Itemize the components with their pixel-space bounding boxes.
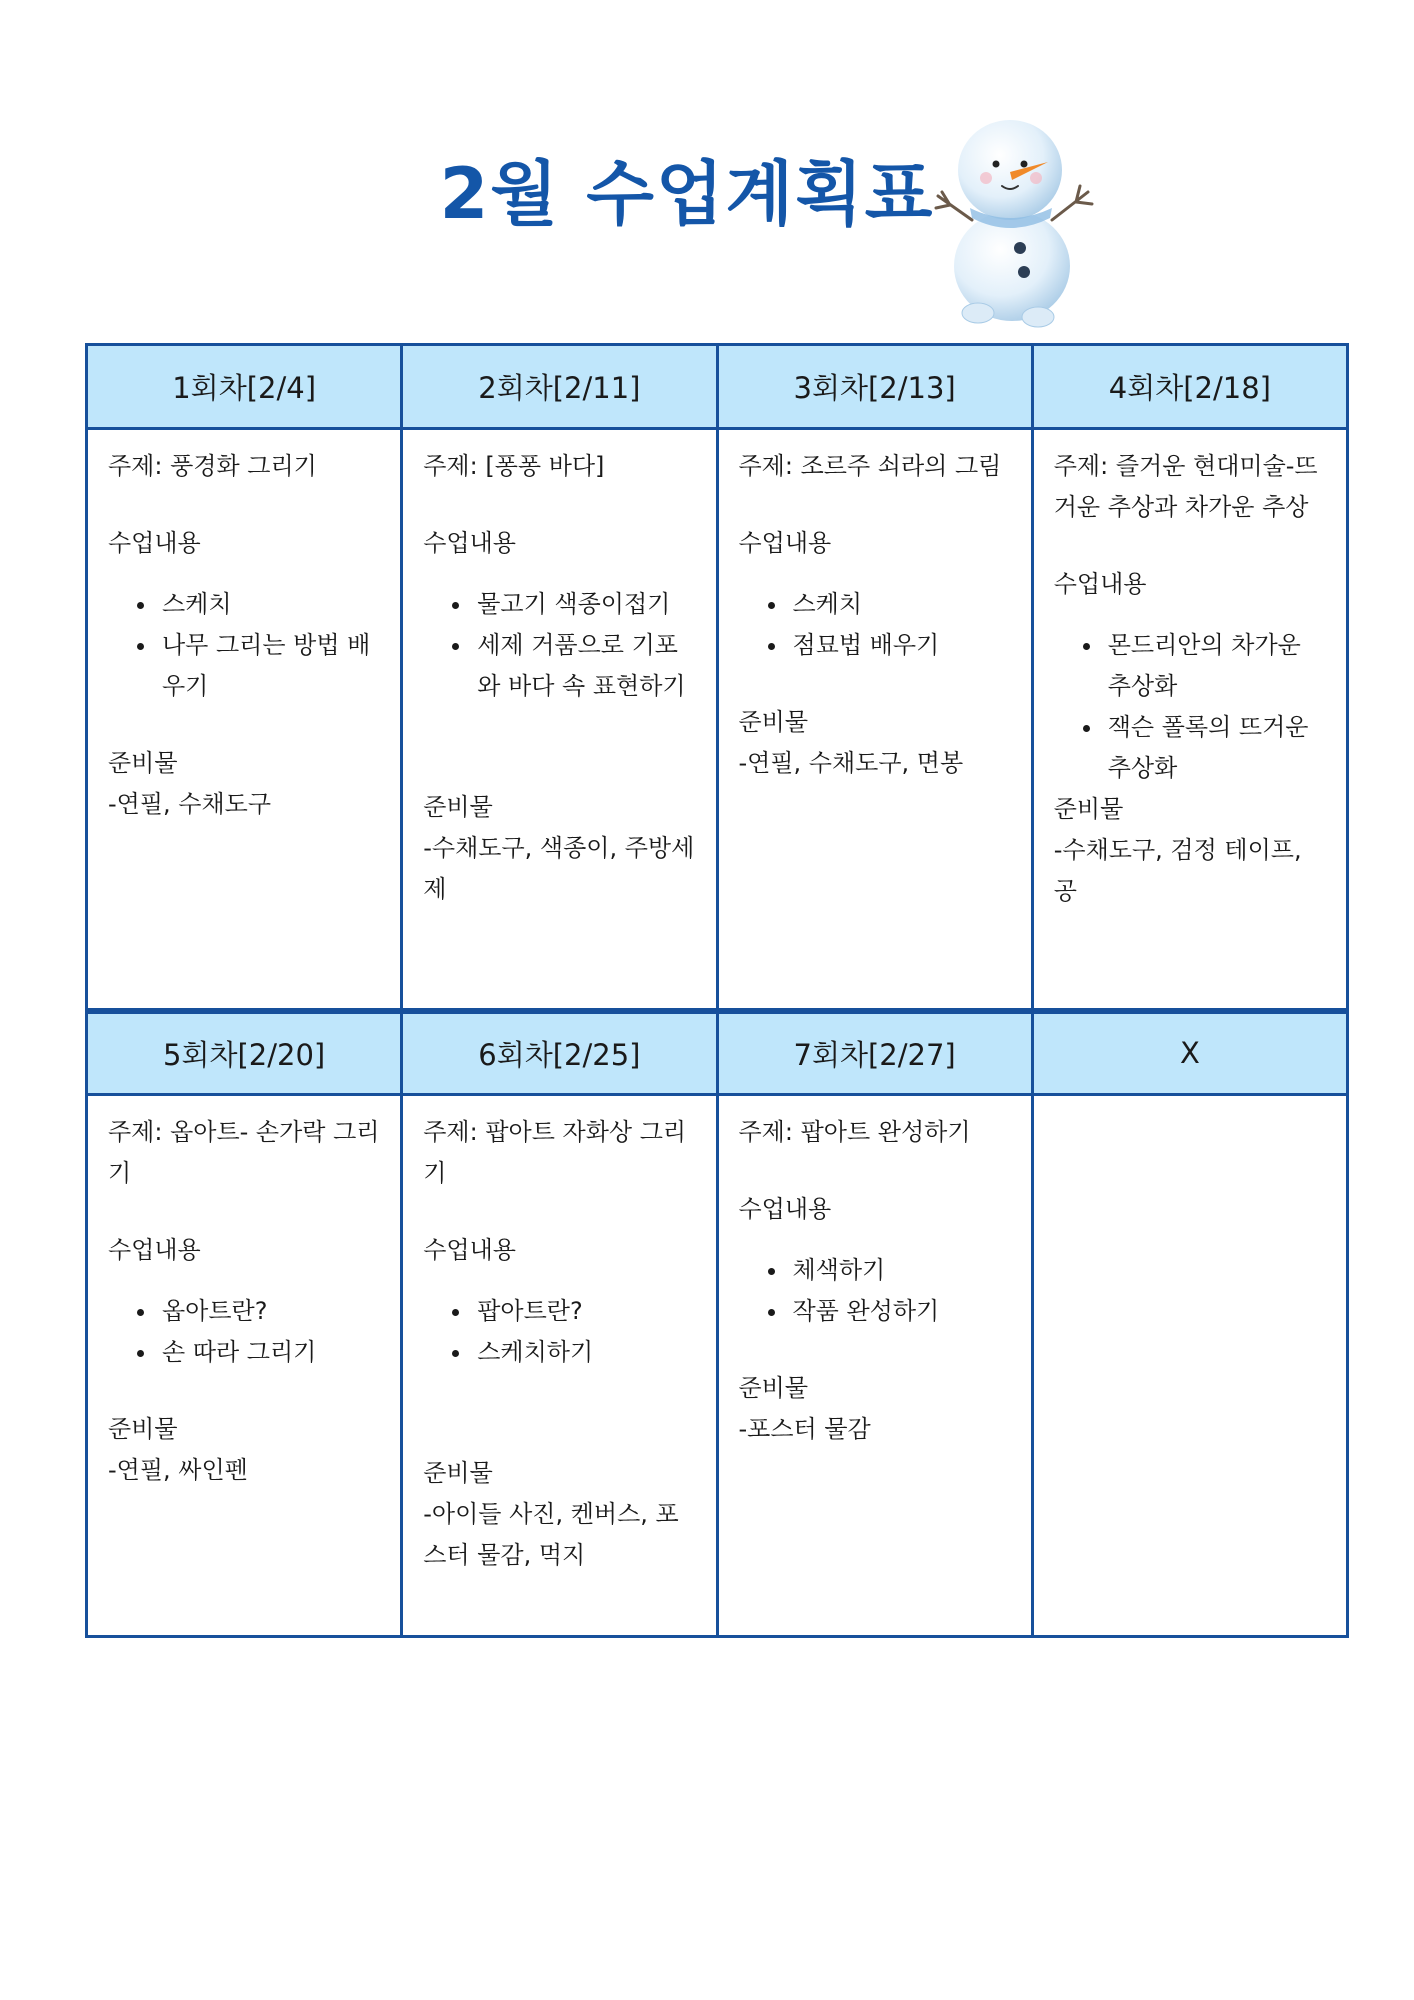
session-cell — [717, 429, 1032, 1011]
list-item: • 손 따라 그리기 — [158, 1332, 380, 1373]
content-list — [423, 1291, 695, 1373]
session-topic: 주제: 조르주 쇠라의 그림 — [738, 452, 1002, 480]
materials-label: 준비물 — [423, 793, 493, 821]
content-list — [1054, 625, 1326, 789]
header-row — [87, 1011, 1348, 1095]
session-cell — [1032, 429, 1347, 1011]
content-row — [87, 429, 1348, 1011]
session-topic: 주제: 풍경화 그리기 — [108, 452, 317, 480]
session-topic: 주제: 팝아트 완성하기 — [738, 1118, 971, 1146]
materials-label: 준비물 — [108, 749, 178, 777]
session-cell — [87, 429, 402, 1011]
materials-label: 준비물 — [738, 708, 809, 736]
lesson-plan-table — [85, 343, 1349, 1638]
session-header: 1회차[2/4] — [87, 345, 402, 429]
materials-label: 준비물 — [108, 1415, 178, 1443]
materials-text: -아이들 사진, 켄버스, 포스터 물감, 먹지 — [423, 1500, 679, 1569]
materials-text: -연필, 싸인펜 — [108, 1456, 248, 1484]
list-item: • 점묘법 배우기 — [789, 625, 1011, 666]
content-label: 수업내용 — [108, 1236, 201, 1264]
list-item: • 작품 완성하기 — [789, 1291, 1011, 1332]
title-text: 2월 수업계획표 — [439, 153, 935, 235]
snowman-icon — [920, 108, 1100, 333]
content-label: 수업내용 — [423, 529, 516, 557]
content-list — [739, 1250, 1011, 1332]
session-topic: 주제: 즐거운 현대미술-뜨거운 추상과 차가운 추상 — [1053, 452, 1318, 521]
materials-text: -연필, 수채도구 — [108, 790, 272, 818]
list-item: • 잭슨 폴록의 뜨거운 추상화 — [1104, 707, 1326, 789]
session-header: 6회차[2/25] — [402, 1011, 717, 1095]
header-row — [87, 345, 1348, 429]
content-label: 수업내용 — [738, 1195, 832, 1223]
list-item: • 스케치하기 — [473, 1332, 695, 1373]
content-label: 수업내용 — [108, 529, 201, 557]
session-header: X — [1032, 1011, 1347, 1095]
session-header: 4회차[2/18] — [1032, 345, 1347, 429]
list-item: • 옵아트란? — [158, 1291, 380, 1332]
list-item: • 스케치 — [789, 584, 1011, 625]
content-label: 수업내용 — [738, 529, 832, 557]
materials-label: 준비물 — [423, 1459, 493, 1487]
list-item: • 스케치 — [158, 584, 380, 625]
materials-label: 준비물 — [1053, 795, 1124, 823]
session-header: 5회차[2/20] — [87, 1011, 402, 1095]
materials-text: -수채도구, 검정 테이프, 공 — [1053, 836, 1302, 905]
content-row — [87, 1095, 1348, 1637]
list-item: • 체색하기 — [789, 1250, 1011, 1291]
session-cell — [402, 1095, 717, 1637]
content-list — [739, 584, 1011, 666]
page-title — [0, 138, 1414, 239]
session-topic: 주제: 팝아트 자화상 그리기 — [423, 1118, 687, 1187]
session-topic: 주제: 옵아트- 손가락 그리기 — [108, 1118, 380, 1187]
content-label: 수업내용 — [1053, 570, 1147, 598]
session-cell — [402, 429, 717, 1011]
content-list — [108, 584, 380, 707]
materials-text: -수채도구, 색종이, 주방세제 — [423, 834, 695, 903]
content-label: 수업내용 — [423, 1236, 516, 1264]
materials-label: 준비물 — [738, 1374, 809, 1402]
content-list — [423, 584, 695, 707]
list-item: • 물고기 색종이접기 — [473, 584, 695, 625]
session-header: 7회차[2/27] — [717, 1011, 1032, 1095]
list-item: • 팝아트란? — [473, 1291, 695, 1332]
content-list — [108, 1291, 380, 1373]
session-cell — [717, 1095, 1032, 1637]
empty-cell — [1032, 1095, 1347, 1637]
materials-text: -포스터 물감 — [738, 1415, 871, 1443]
session-topic: 주제: [퐁퐁 바다] — [423, 452, 605, 480]
materials-text: -연필, 수채도구, 면봉 — [738, 749, 964, 777]
list-item: • 세제 거품으로 기포와 바다 속 표현하기 — [473, 625, 695, 707]
list-item: • 몬드리안의 차가운 추상화 — [1104, 625, 1326, 707]
session-cell — [87, 1095, 402, 1637]
session-header: 2회차[2/11] — [402, 345, 717, 429]
list-item: • 나무 그리는 방법 배우기 — [158, 625, 380, 707]
session-header: 3회차[2/13] — [717, 345, 1032, 429]
